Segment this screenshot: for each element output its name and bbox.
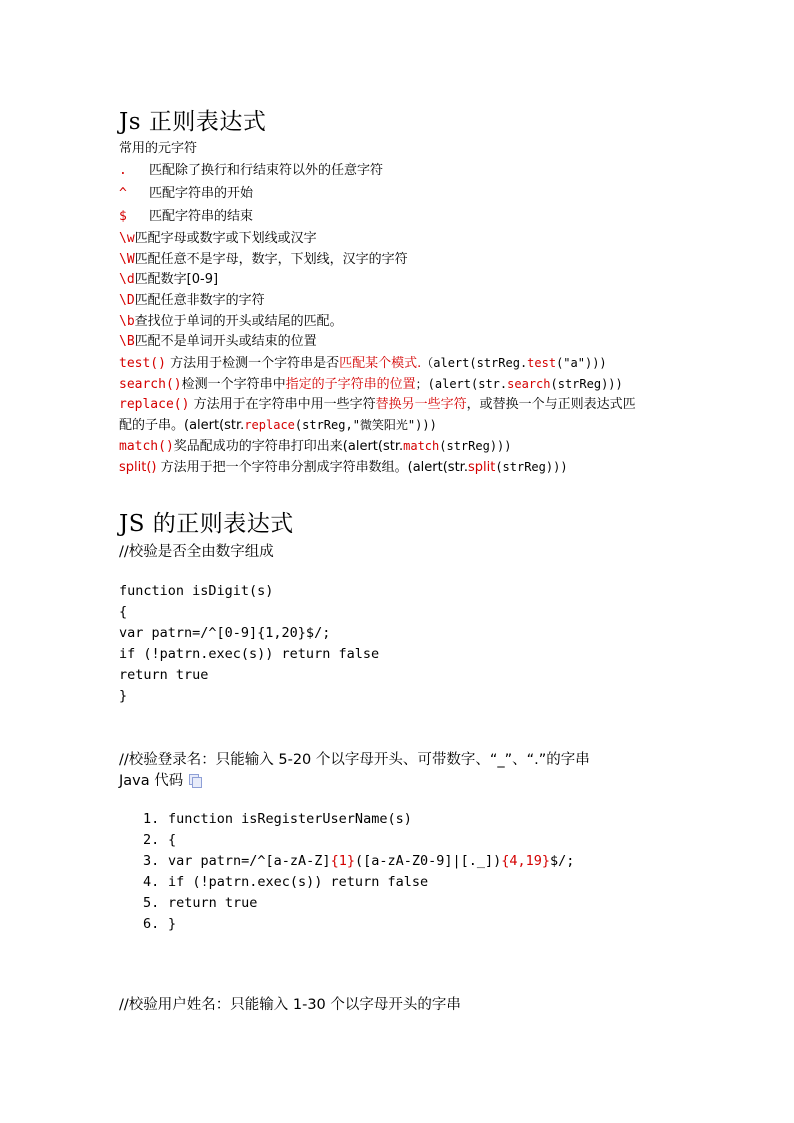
meta-symbol: \D bbox=[119, 293, 135, 308]
method-example-keyword: search bbox=[507, 377, 551, 391]
meta-row bbox=[119, 161, 383, 181]
meta-row bbox=[119, 207, 253, 227]
meta-desc: 匹配任意不是字母，数字，下划线，汉字的字符 bbox=[134, 252, 408, 267]
method-example: (strReg,"微笑阳光"))) bbox=[294, 418, 437, 432]
code-listing-line bbox=[143, 851, 574, 872]
method-desc: 方法用于把一个字符串分割成字符串数组。(alert(str. bbox=[156, 460, 468, 475]
code-text: var patrn=/^[a-zA-Z] bbox=[168, 853, 331, 869]
method-desc: 检测一个字符串中 bbox=[181, 377, 286, 392]
method-name: search() bbox=[119, 377, 182, 392]
meta-symbol: $ bbox=[119, 209, 127, 224]
line-number: 4. bbox=[143, 874, 160, 890]
method-example: ；(alert(str. bbox=[415, 377, 508, 391]
code-listing-line bbox=[143, 914, 574, 935]
meta-symbol: ^ bbox=[119, 186, 127, 201]
method-row-replace-cont bbox=[119, 415, 437, 436]
method-desc: ，或替换一个与正则表达式匹 bbox=[466, 397, 636, 412]
code-line: function isDigit(s) bbox=[119, 583, 274, 599]
code-language-label: Java 代码 bbox=[119, 773, 184, 789]
meta-row bbox=[119, 270, 218, 290]
code-comment: //校验是否全由数字组成 bbox=[119, 544, 274, 560]
method-name: match() bbox=[119, 439, 174, 454]
meta-row bbox=[119, 184, 253, 204]
line-number: 3. bbox=[143, 853, 160, 869]
code-listing-line bbox=[143, 830, 574, 851]
method-highlight: 匹配某个模式. bbox=[339, 356, 422, 371]
method-desc: 方法用于在字符串中用一些字符 bbox=[189, 397, 376, 412]
code-line: { bbox=[119, 604, 128, 620]
method-row-test bbox=[119, 353, 607, 374]
code-listing-line bbox=[143, 893, 574, 914]
copy-icon[interactable] bbox=[189, 774, 201, 786]
method-row-match bbox=[119, 436, 512, 457]
meta-symbol: \B bbox=[119, 334, 135, 349]
method-example: ("a"))) bbox=[556, 356, 607, 370]
meta-desc: 匹配任意非数字的字符 bbox=[134, 293, 265, 308]
meta-row bbox=[119, 332, 317, 352]
code-text-highlight: {4,19} bbox=[501, 853, 551, 869]
meta-row bbox=[119, 291, 265, 311]
code-line: if (!patrn.exec(s)) return false bbox=[119, 646, 380, 662]
code-listing-line bbox=[143, 872, 574, 893]
meta-row bbox=[119, 250, 408, 270]
method-highlight: 指定的子字符串的位置 bbox=[285, 377, 416, 392]
meta-desc: 匹配字符串的结束 bbox=[149, 209, 254, 224]
method-highlight: 替换另一些字符 bbox=[375, 397, 467, 412]
method-example-keyword: test bbox=[527, 356, 557, 370]
method-name: split() bbox=[119, 460, 157, 475]
section-title: JS 的正则表达式 bbox=[119, 511, 294, 537]
code-text: if (!patrn.exec(s)) return false bbox=[168, 874, 429, 890]
intro-text: 常用的元字符 bbox=[119, 141, 198, 156]
method-example: (strReg))) bbox=[495, 460, 568, 474]
section-title: Js 正则表达式 bbox=[119, 109, 267, 135]
code-text: return true bbox=[168, 895, 258, 911]
method-desc: 奖品配成功的字符串打印出来(alert(str. bbox=[173, 439, 404, 454]
code-label bbox=[119, 769, 201, 790]
method-example-keyword: match bbox=[403, 439, 440, 453]
method-name: replace() bbox=[119, 397, 190, 412]
code-text-highlight: {1} bbox=[330, 853, 355, 869]
method-example-keyword: split bbox=[467, 460, 496, 475]
code-text: } bbox=[168, 916, 177, 932]
code-line: } bbox=[119, 688, 128, 704]
meta-row bbox=[119, 312, 343, 332]
method-example: (strReg))) bbox=[550, 377, 623, 391]
method-row-replace bbox=[119, 395, 636, 415]
method-example: (strReg))) bbox=[439, 439, 512, 453]
code-line: return true bbox=[119, 667, 209, 683]
method-desc: 方法用于检测一个字符串是否 bbox=[165, 356, 340, 371]
line-number: 2. bbox=[143, 832, 160, 848]
code-text: $/; bbox=[550, 853, 575, 869]
meta-symbol: . bbox=[119, 163, 127, 178]
meta-desc: 匹配字符串的开始 bbox=[149, 186, 254, 201]
meta-desc: 匹配除了换行和行结束符以外的任意字符 bbox=[149, 163, 384, 178]
meta-symbol: \b bbox=[119, 314, 135, 329]
meta-symbol: \d bbox=[119, 272, 135, 287]
code-text: function isRegisterUserName(s) bbox=[168, 811, 412, 827]
code-comment: //校验用户姓名：只能输入 1-30 个以字母开头的字串 bbox=[119, 997, 461, 1013]
line-number: 1. bbox=[143, 811, 160, 827]
line-number: 6. bbox=[143, 916, 160, 932]
code-text: ([a-zA-Z0-9]|[._]) bbox=[354, 853, 502, 869]
method-name: test() bbox=[119, 356, 166, 371]
method-row-split bbox=[119, 457, 568, 478]
method-row-search bbox=[119, 374, 623, 395]
line-number: 5. bbox=[143, 895, 160, 911]
code-comment: //校验登录名：只能输入 5-20 个以字母开头、可带数字、“_”、“.”的字串 bbox=[119, 752, 590, 768]
code-listing bbox=[143, 809, 574, 935]
code-line: var patrn=/^[0-9]{1,20}$/; bbox=[119, 625, 331, 641]
method-desc: 配的子串。(alert(str. bbox=[119, 418, 245, 433]
meta-desc: 匹配不是单词开头或结束的位置 bbox=[134, 334, 317, 349]
method-example-keyword: replace bbox=[244, 418, 295, 432]
code-text: { bbox=[168, 832, 177, 848]
meta-desc: 匹配字母或数字或下划线或汉字 bbox=[134, 231, 317, 246]
meta-row bbox=[119, 229, 317, 249]
meta-desc: 查找位于单词的开头或结尾的匹配。 bbox=[134, 314, 343, 329]
meta-desc: 匹配数字[0-9] bbox=[134, 272, 219, 287]
method-example: （alert(strReg. bbox=[421, 356, 528, 370]
meta-symbol: \W bbox=[119, 252, 135, 267]
code-listing-line bbox=[143, 809, 574, 830]
meta-symbol: \w bbox=[119, 231, 135, 246]
